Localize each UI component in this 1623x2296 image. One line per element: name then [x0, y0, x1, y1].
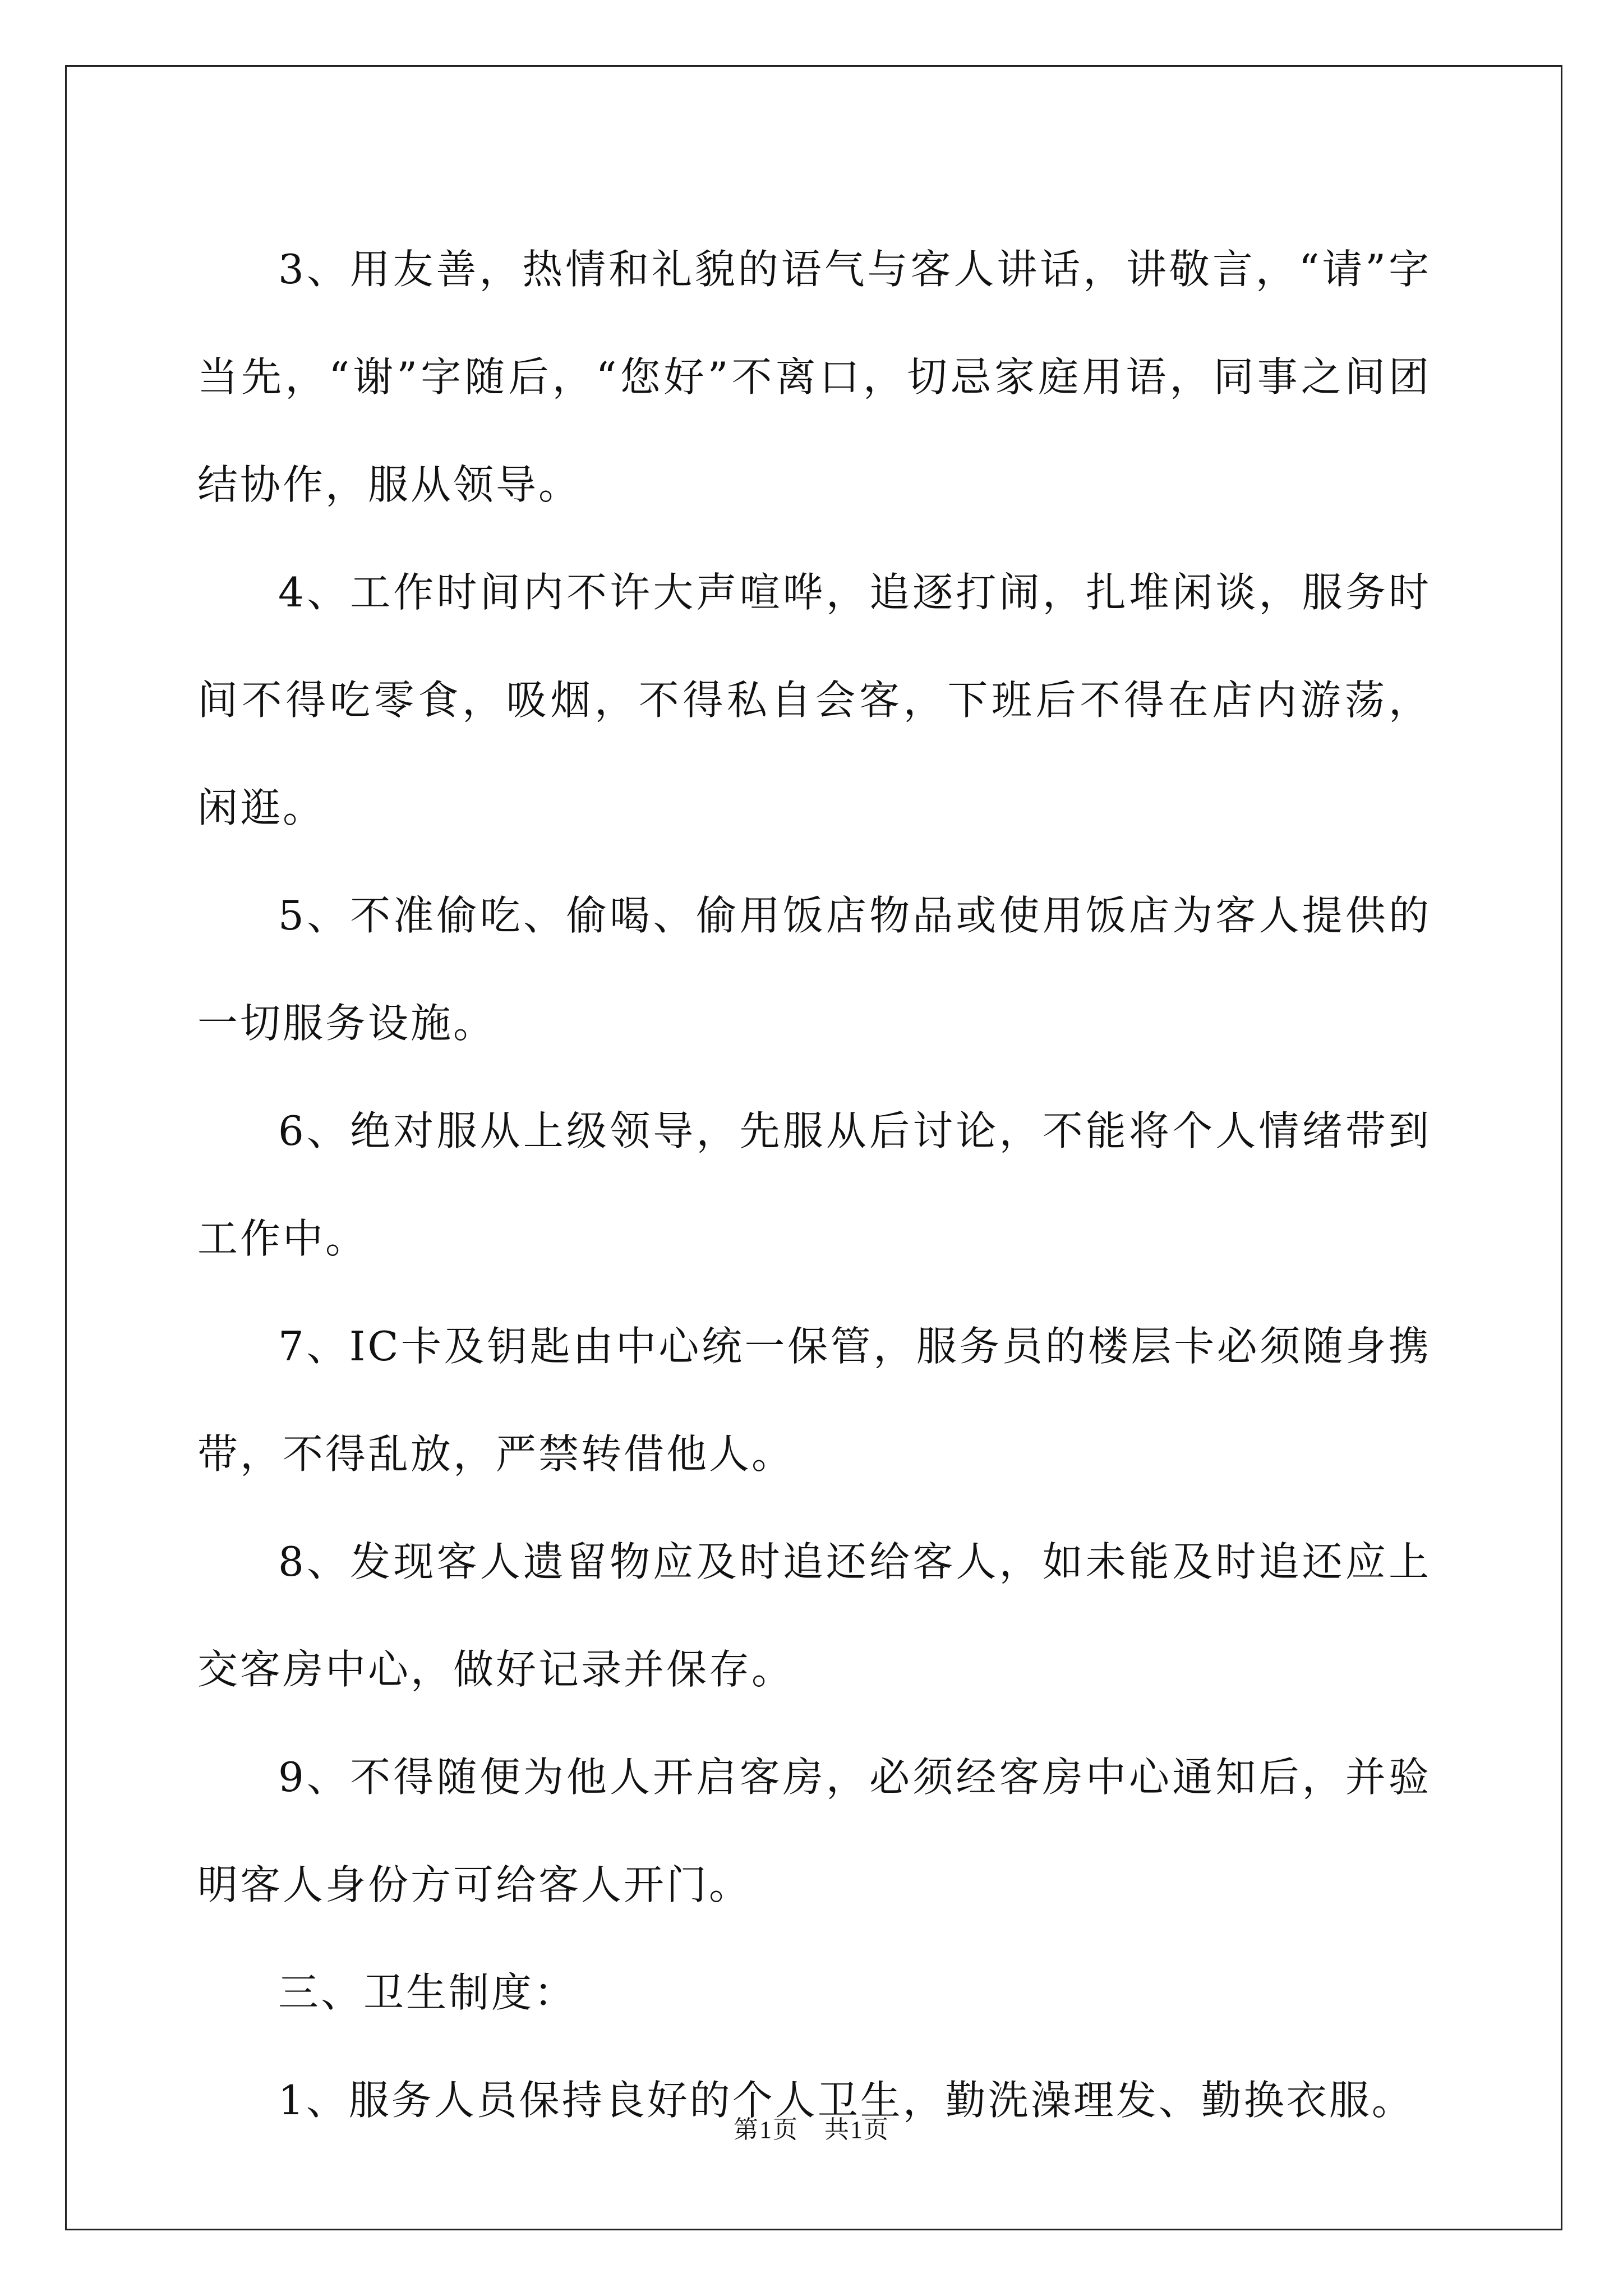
paragraph-rule-3: 3、用友善，热情和礼貌的语气与客人讲话，讲敬言，“请”字当先，“谢”字随后，“您好”不离口，切忌家庭用语，同事之间团结协作，服从领导。	[197, 246, 1431, 508]
paragraph-rule-9: 9、不得随便为他人开启客房，必须经客房中心通知后，并验明客人身份方可给客人开门。	[197, 1754, 1431, 1908]
paragraph-rule-8: 8、发现客人遗留物应及时追还给客人，如未能及时追还应上交客房中心，做好记录并保存。	[197, 1538, 1431, 1693]
paragraph-rule-6: 6、绝对服从上级领导，先服从后讨论，不能将个人情绪带到工作中。	[197, 1107, 1431, 1262]
paragraph-rule-4: 4、工作时间内不许大声喧哗，追逐打闹，扎堆闲谈，服务时间不得吃零食，吸烟，不得私自会客，下班后不得在店内游荡，闲逛。	[197, 569, 1431, 831]
paragraph-hygiene-1: 1、服务人员保持良好的个人卫生，勤洗澡理发、勤换衣服。	[278, 2077, 1414, 2124]
paragraph-rule-5: 5、不准偷吃、偷喝、偷用饭店物品或使用饭店为客人提供的一切服务设施。	[197, 892, 1431, 1047]
document-body	[197, 215, 1431, 2154]
paragraph-rule-7: 7、IC卡及钥匙由中心统一保管，服务员的楼层卡必须随身携带，不得乱放，严禁转借他人。	[197, 1323, 1431, 1478]
section-heading-hygiene: 三、卫生制度：	[278, 1969, 577, 2016]
page-number-footer: 第1页 共1页	[734, 2116, 889, 2143]
